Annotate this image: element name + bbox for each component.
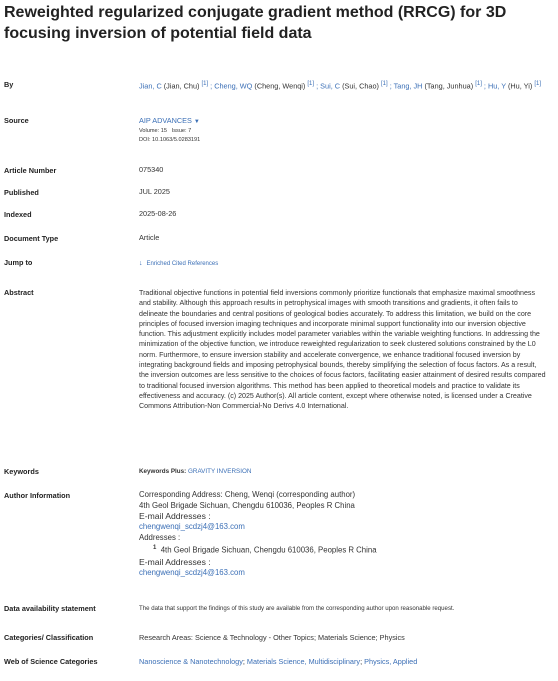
data-availability-text: The data that support the findings of this study are available from the corresponding author upon reasonable request.	[139, 605, 455, 612]
jump-to-link[interactable]	[139, 259, 218, 269]
author-info-label: Author Information	[4, 491, 71, 500]
journal-link[interactable]: AIP ADVANCES	[139, 116, 192, 125]
author-separator: ;	[316, 81, 319, 91]
email-label: E-mail Addresses :	[139, 556, 211, 567]
indexed-label: Indexed	[4, 210, 32, 219]
enriched-references-link[interactable]: Enriched Cited References	[146, 261, 219, 267]
author-separator: ;	[389, 81, 392, 91]
page-title: Reweighted regularized conjugate gradient method (RRCG) for 3D focusing inversion of potential field data	[4, 4, 507, 42]
author-affiliation-ref[interactable]: [1]	[381, 81, 388, 87]
chevron-down-icon[interactable]: ▼	[193, 119, 200, 125]
author-affiliation-ref[interactable]: [1]	[201, 81, 209, 87]
author-link[interactable]: Hu, Y	[487, 81, 506, 91]
category-separator: ;	[242, 657, 247, 666]
abstract-label: Abstract	[4, 288, 34, 297]
arrow-down-icon: ↓	[139, 260, 143, 267]
categories-label: Categories/ Classification	[4, 633, 94, 642]
author-link[interactable]: Cheng, WQ	[214, 81, 253, 91]
author-full-name: (Sui, Chao)	[342, 81, 379, 91]
author-affiliation-ref[interactable]: [1]	[307, 81, 315, 87]
author-full-name: (Tang, Junhua)	[424, 81, 474, 91]
author-link[interactable]: Jian, C	[139, 81, 162, 91]
author-affiliation-ref[interactable]: [1]	[534, 81, 542, 87]
article-number-label: Article Number	[4, 166, 57, 175]
author-separator: ;	[210, 81, 213, 91]
volume-text: Volume: 15	[139, 128, 167, 134]
email-link[interactable]: chengwenqi_scdzj4@163.com	[139, 522, 245, 532]
email-label: E-mail Addresses :	[139, 511, 211, 522]
address-number: 1	[153, 545, 157, 552]
category-separator: ;	[360, 657, 365, 666]
by-label: By	[4, 80, 14, 89]
keyword-link[interactable]: GRAVITY INVERSION	[188, 468, 252, 475]
indexed-value: 2025-08-26	[139, 209, 177, 218]
article-number-value: 075340	[139, 165, 164, 174]
wos-category-link[interactable]: Physics, Applied	[364, 657, 418, 666]
author-full-name: (Hu, Yi)	[507, 81, 533, 91]
author-full-name: (Cheng, Wenqi)	[254, 81, 306, 91]
doi-text: DOI: 10.1063/5.0283191	[139, 136, 201, 143]
document-type-label: Document Type	[4, 234, 59, 243]
corresponding-address-line: 4th Geol Brigade Sichuan, Chengdu 610036, Peoples R China	[139, 500, 355, 510]
authors-list	[139, 79, 551, 91]
author-full-name: (Jian, Chu)	[163, 81, 200, 91]
email-link[interactable]: chengwenqi_scdzj4@163.com	[139, 567, 245, 577]
document-type-value: Article	[139, 233, 160, 242]
wos-categories-label: Web of Science Categories	[4, 657, 98, 666]
keywords-value	[139, 467, 251, 477]
abstract-text: Traditional objective functions in potential field inversions commonly prioritize functionals that emphasize maximal smoothness and stability. Although this approach results in petrophysical images with smooth transitions and gradients, it often fails to delineate the boundaries and central positions of geological bodies accurately. To address this limitation, we build on the core principles of focused inversion imaging techniques and incorporate minimal support functionality into our inversion objective function. This adjustment explicitly includes model parameter variables within the variable weighting functions. In addressing the minimization of the objective function, we introduce reweighted regularization to seek clustered solutions constrained by the L0 norm. Furthermore, to ensure inversion stability and accelerate convergence, we enhance traditional focused inversion by integrating background fields and imposing petrophysical bounds, thereby simplifying the selection of focus factors. As a result, the inversion outcomes are less sensitive to the choices of focus factors, facilitating easier attainment of desired results compared to traditional focused inversion algorithms. This method has been applied to theoretical models and practice to validate its effectiveness and accuracy. (c) 2025 Author(s). All article content, except where otherwise noted, is licensed under a Creative Commons Attribution-Non Commercial-No Derivs 4.0 International.	[139, 289, 546, 411]
wos-category-link[interactable]: Nanoscience & Nanotechnology	[139, 657, 243, 666]
author-info-block	[139, 490, 551, 578]
keywords-plus-label: Keywords Plus:	[139, 468, 187, 475]
address-entry	[139, 543, 551, 556]
author-link[interactable]: Sui, C	[320, 81, 341, 91]
published-value: JUL 2025	[139, 187, 170, 196]
address-text: 4th Geol Brigade Sichuan, Chengdu 610036, Peoples R China	[160, 545, 377, 555]
corresponding-address: Corresponding Address: Cheng, Wenqi (corresponding author)	[139, 490, 356, 499]
author-separator: ;	[483, 81, 486, 91]
issue-text: Issue: 7	[171, 128, 192, 134]
source-block	[139, 116, 200, 144]
author-link[interactable]: Tang, JH	[393, 81, 423, 91]
categories-value: Research Areas: Science & Technology - Other Topics; Materials Science; Physics	[139, 633, 405, 642]
author-affiliation-ref[interactable]: [1]	[475, 81, 482, 87]
jump-to-label: Jump to	[4, 258, 33, 267]
addresses-label: Addresses :	[139, 532, 181, 542]
keywords-label: Keywords	[4, 467, 39, 476]
source-label: Source	[4, 116, 29, 125]
published-label: Published	[4, 188, 39, 197]
wos-category-link[interactable]: Materials Science, Multidisciplinary	[246, 657, 361, 666]
wos-categories-list	[139, 657, 417, 667]
data-availability-label: Data availability statement	[4, 604, 96, 613]
